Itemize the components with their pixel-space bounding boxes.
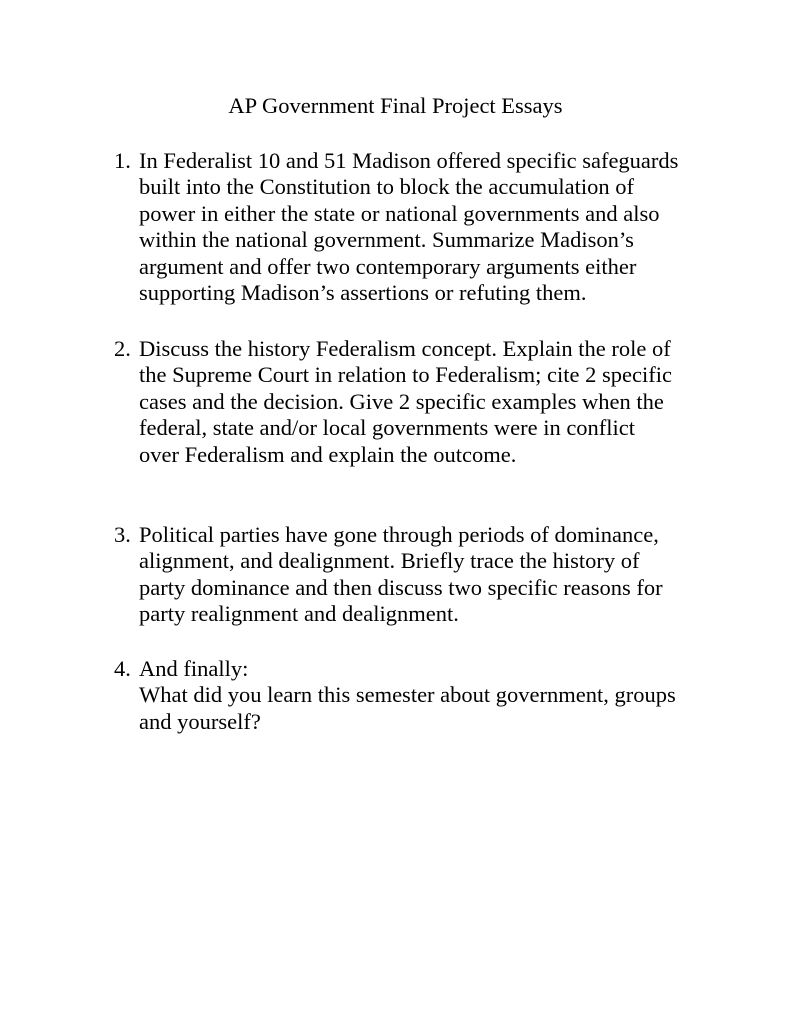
- question-line: alignment, and dealignment. Briefly trace the history of: [139, 548, 640, 574]
- question-line: In Federalist 10 and 51 Madison offered specific safeguards: [139, 148, 679, 173]
- question-line: supporting Madison’s assertions or refuting them.: [139, 280, 587, 306]
- question-line: Political parties have gone through periods of dominance,: [139, 522, 659, 547]
- document-title: AP Government Final Project Essays: [228, 93, 563, 118]
- question-line: cases and the decision. Give 2 specific examples when the: [139, 388, 664, 414]
- question-text: [139, 148, 678, 306]
- question-line: party dominance and then discuss two specific reasons for: [139, 574, 663, 600]
- question-line: built into the Constitution to block the accumulation of: [139, 174, 634, 200]
- question-line: Discuss the history Federalism concept. Explain the role of: [139, 336, 671, 361]
- question-number: 2.: [114, 336, 131, 361]
- question-number: 3.: [114, 522, 131, 547]
- question-line: federal, state and/or local governments were in conflict: [139, 415, 636, 441]
- question-line: What did you learn this semester about government, groups: [139, 682, 676, 708]
- question-line: power in either the state or national governments and also: [139, 200, 660, 226]
- question-line: and yourself?: [139, 708, 261, 734]
- question-line: within the national government. Summarize Madison’s: [139, 227, 634, 253]
- question-number: 1.: [114, 148, 131, 173]
- question-text: [139, 656, 676, 735]
- question-line: over Federalism and explain the outcome.: [139, 441, 517, 467]
- question-line: argument and offer two contemporary arguments either: [139, 253, 637, 279]
- question-line: the Supreme Court in relation to Federalism; cite 2 specific: [139, 362, 672, 388]
- question-number: 4.: [114, 656, 131, 681]
- question-line: party realignment and dealignment.: [139, 601, 459, 627]
- question-text: [139, 522, 663, 628]
- question-line: And finally:: [139, 656, 249, 681]
- question-text: [139, 336, 672, 468]
